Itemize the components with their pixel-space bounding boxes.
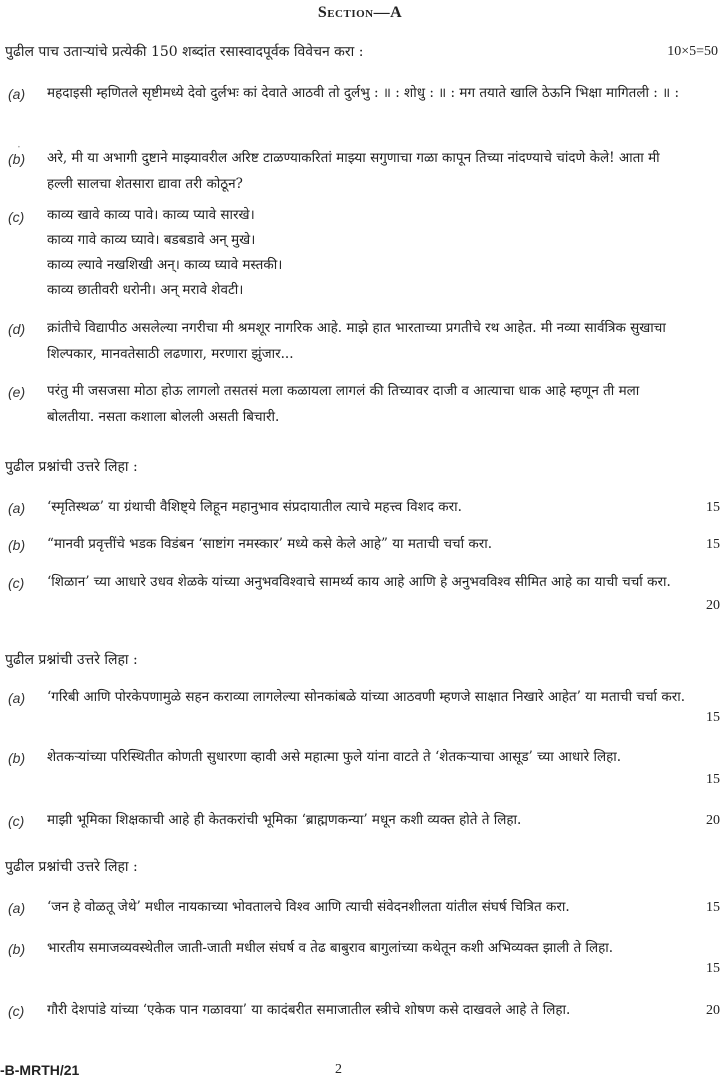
q1d-text: क्रांतीचे विद्यापीठ असलेल्या नगरीचा मी श्रमशूर नागरिक आहे. माझे हात भारताच्या प्रगतीचे रथ आहेत. मी नव्या सार्वत्रिक सुखाचा शिल्पकार, मानवतेसाठी लढणारा, मरणारा झुंजार... (47, 320, 666, 362)
q2-heading: पुढील प्रश्नांची उत्तरे लिहा : (5, 459, 138, 475)
margin-dot: · (17, 140, 21, 154)
q2a-text: ‘स्मृतिस्थळ’ या ग्रंथाची वैशिष्ट्ये लिहून महानुभाव संप्रदायातील त्याचे महत्त्व विशद करा. (47, 499, 462, 515)
q4c-marks: 20 (706, 1003, 720, 1018)
q2c-text: ‘शिळान’ च्या आधारे उधव शेळके यांच्या अनुभवविश्वाचे सामर्थ्य काय आहे आणि हे अनुभवविश्व सीमित आहे का याची चर्चा करा. (47, 574, 671, 590)
q2b-marks: 15 (706, 537, 720, 552)
q4b-text: भारतीय समाजव्यवस्थेतील जाती-जाती मधील संघर्ष व तेढ बाबुराव बागुलांच्या कथेतून कशी अभिव्यक्त झाली ते लिहा. (47, 940, 614, 956)
q1a-label: (a) (8, 86, 26, 102)
poem-line: काव्य खावे काव्य पावे। काव्य प्यावे सारखे। (47, 207, 255, 223)
q2c-label: (c) (8, 575, 25, 591)
q4b-marks: 15 (706, 961, 720, 976)
q2a-marks: 15 (706, 500, 720, 515)
q4c-text: गौरी देशपांडे यांच्या ‘एकेक पान गळावया’ या कादंबरीत समाजातील स्त्रीचे शोषण कसे दाखवले आहे ते लिहा. (47, 1002, 571, 1018)
q1d-label: (d) (8, 321, 26, 337)
q3a-label: (a) (8, 690, 26, 706)
q2b-label: (b) (8, 537, 26, 553)
q3-heading: पुढील प्रश्नांची उत्तरे लिहा : (5, 652, 138, 668)
poem-line: काव्य छातीवरी धरोनी। अन् मरावे शेवटी। (47, 282, 244, 298)
q4-heading: पुढील प्रश्नांची उत्तरे लिहा : (5, 859, 138, 875)
page-number: 2 (335, 1062, 342, 1077)
q4a-marks: 15 (706, 900, 720, 915)
q1c-poem (47, 203, 687, 303)
q2a-label: (a) (8, 500, 26, 516)
q1b-label: (b) (8, 151, 26, 167)
q3c-marks: 20 (706, 813, 720, 828)
q1-instruction: पुढील पाच उताऱ्यांचे प्रत्येकी 150 शब्दांत रसास्वादपूर्वक विवेचन करा : (5, 44, 364, 60)
q3a-marks: 15 (706, 710, 720, 725)
q2b-text: “मानवी प्रवृत्तींचे भडक विडंबन ‘साष्टांग नमस्कार’ मध्ये कसे केले आहे” या मताची चर्चा करा. (47, 536, 493, 552)
q4c-label: (c) (8, 1003, 25, 1019)
q3a-text: ‘गरिबी आणि पोरकेपणामुळे सहन कराव्या लागलेल्या सोनकांबळे यांच्या आठवणी म्हणजे साक्षात निखारे आहेत’ या मताची चर्चा करा. (47, 689, 686, 705)
poem-line: काव्य गावे काव्य घ्यावे। बडबडावे अन् मुखे। (47, 232, 256, 248)
q4b-label: (b) (8, 941, 26, 957)
q3c-text: माझी भूमिका शिक्षकाची आहे ही केतकरांची भूमिका ‘ब्राह्मणकन्या’ मधून कशी व्यक्त होते ते लिहा. (47, 812, 522, 828)
q1e-text: परंतु मी जसजसा मोठा होऊ लागलो तसतसं मला कळायला लागलं की तिच्यावर दाजी व आत्याचा धाक आहे म्हणून ती मला बोलतीया. नसता कशाला बोलली असती बिचारी. (47, 383, 640, 425)
q4a-text: ‘जन हे वोळतू जेथे’ मधील नायकाच्या भोवतालचे विश्व आणि त्याची संवेदनशीलता यांतील संघर्ष चित्रित करा. (47, 899, 570, 915)
section-title: Section—A (317, 4, 403, 21)
q2c-marks: 20 (706, 598, 720, 613)
q1-marks: 10×5=50 (667, 44, 718, 59)
q1a-text: महदाइसी म्हणितले सृष्टीमध्ये देवो दुर्लभः कां देवाते आठवी तो दुर्लभु : ॥ : शोधु : ॥ : मग तयाते खालि ठेऊनि भिक्षा मागितली : ॥ : (47, 85, 680, 101)
q3b-text: शेतकऱ्यांच्या परिस्थितीत कोणती सुधारणा व्हावी असे महात्मा फुले यांना वाटते ते ‘शेतकऱ्याचा आसूड’ च्या आधारे लिहा. (47, 749, 622, 765)
q1b-text: अरे, मी या अभागी दुष्टाने माझ्यावरील अरिष्ट टाळण्याकरितां माझ्या सगुणाचा गळा कापून तिच्या नांदण्याचे चांदणे केले! आता मी हल्ली सालचा शेतसारा द्यावा तरी कोठून? (47, 150, 660, 192)
paper-code: -B-MRTH/21 (0, 1062, 80, 1078)
q3b-label: (b) (8, 750, 26, 766)
q1e-label: (e) (8, 384, 26, 400)
poem-line: काव्य ल्यावे नखशिखी अन्। काव्य घ्यावे मस्तकी। (47, 257, 283, 273)
q1c-label: (c) (8, 209, 25, 225)
q4a-label: (a) (8, 900, 26, 916)
q3c-label: (c) (8, 813, 25, 829)
q3b-marks: 15 (706, 772, 720, 787)
